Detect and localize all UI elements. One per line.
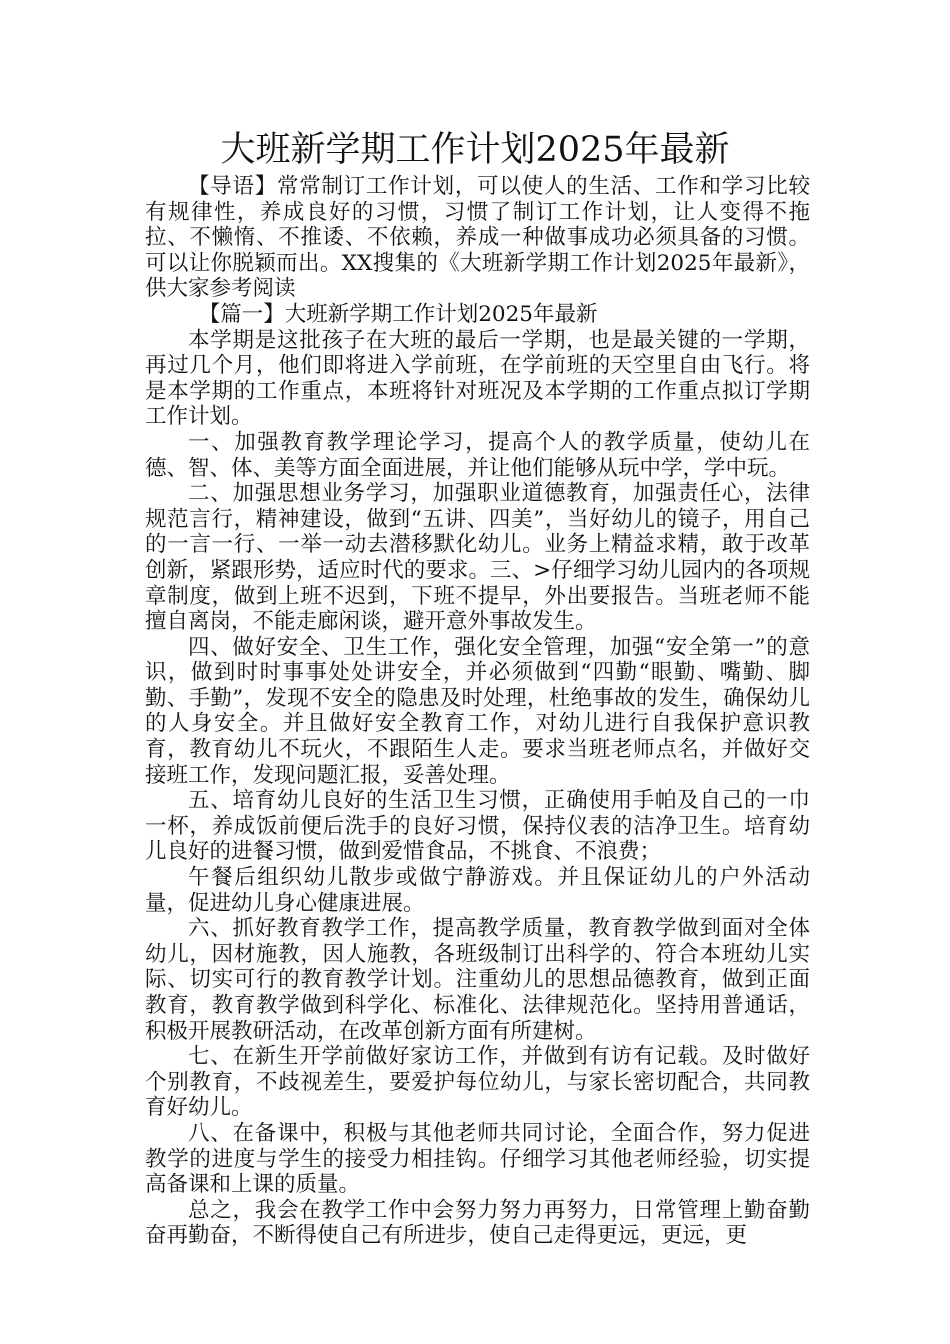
section-heading: 【篇一】大班新学期工作计划2025年最新 [198,301,598,327]
body-paragraph: 四、做好安全、卫生工作，强化安全管理，加强“安全第一”的意识，做到时时事事处处讲安全，并必须做到“四勤“眼勤、嘴勤、脚勤、手勤”，发现不安全的隐患及时处理，杜绝事故的发生，确保幼儿的人身安全。并且做好安全教育工作，对幼儿进行自我保护意识教育，教育幼儿不玩火，不跟陌生人走。要求当班老师点名，并做好交接班工作，发现问题汇报，妥善处理。 [145,634,810,788]
body-paragraph: 八、在备课中，积极与其他老师共同讨论，全面合作，努力促进教学的进度与学生的接受力相挂钩。仔细学习其他老师经验，切实提高备课和上课的质量。 [145,1120,810,1198]
page-title: 大班新学期工作计划2025年最新 [220,130,730,170]
intro-paragraph: 【导语】常常制订工作计划，可以使人的生活、工作和学习比较有规律性，养成良好的习惯，习惯了制订工作计划，让人变得不拖拉、不懒惰、不推诿、不依赖，养成一种做事成功必须具备的习惯。可以让你脱颖而出。XX搜集的《大班新学期工作计划2025年最新》，供大家参考阅读 [145,174,810,302]
body-paragraph: 五、培育幼儿良好的生活卫生习惯，正确使用手帕及自己的一巾一杯，养成饭前便后洗手的良好习惯，保持仪表的洁净卫生。培育幼儿良好的进餐习惯，做到爱惜食品，不挑食、不浪费； [145,788,810,865]
body-paragraph: 总之，我会在教学工作中会努力努力再努力，日常管理上勤奋勤奋再勤奋，不断得使自己有所进步，使自己走得更远，更远，更 [145,1197,810,1249]
body-paragraph: 七、在新生开学前做好家访工作，并做到有访有记载。及时做好个别教育，不歧视差生，要爱护每位幼儿，与家长密切配合，共同教育好幼儿。 [145,1044,810,1121]
body-paragraph: 一、加强教育教学理论学习，提高个人的教学质量，使幼儿在德、智、体、美等方面全面进展，并让他们能够从玩中学，学中玩。 [145,429,810,481]
body-paragraph: 六、抓好教育教学工作，提高教学质量，教育教学做到面对全体幼儿，因材施教，因人施教，各班级制订出科学的、符合本班幼儿实际、切实可行的教育教学计划。注重幼儿的思想品德教育，做到正面教育，教育教学做到科学化、标准化、法律规范化。坚持用普通话，积极开展教研活动，在改革创新方面有所建树。 [145,916,810,1044]
body-paragraph: 午餐后组织幼儿散步或做宁静游戏。并且保证幼儿的户外活动量，促进幼儿身心健康进展。 [145,865,810,916]
document-body [145,174,810,1249]
body-paragraph: 二、加强思想业务学习，加强职业道德教育，加强责任心，法律规范言行，精神建设，做到“五讲、四美”，当好幼儿的镜子，用自己的一言一行、一举一动去潜移默化幼儿。业务上精益求精，敢于改革创新，紧跟形势，适应时代的要求。三、>仔细学习幼儿园内的各项规章制度，做到上班不迟到，下班不提早，外出要报告。当班老师不能擅自离岗，不能走廊闲谈，避开意外事故发生。 [145,481,810,635]
body-paragraph: 本学期是这批孩子在大班的最后一学期，也是最关键的一学期，再过几个月，他们即将进入学前班，在学前班的天空里自由飞行。将是本学期的工作重点，本班将针对班况及本学期的工作重点拟订学期工作计划。 [145,327,810,430]
